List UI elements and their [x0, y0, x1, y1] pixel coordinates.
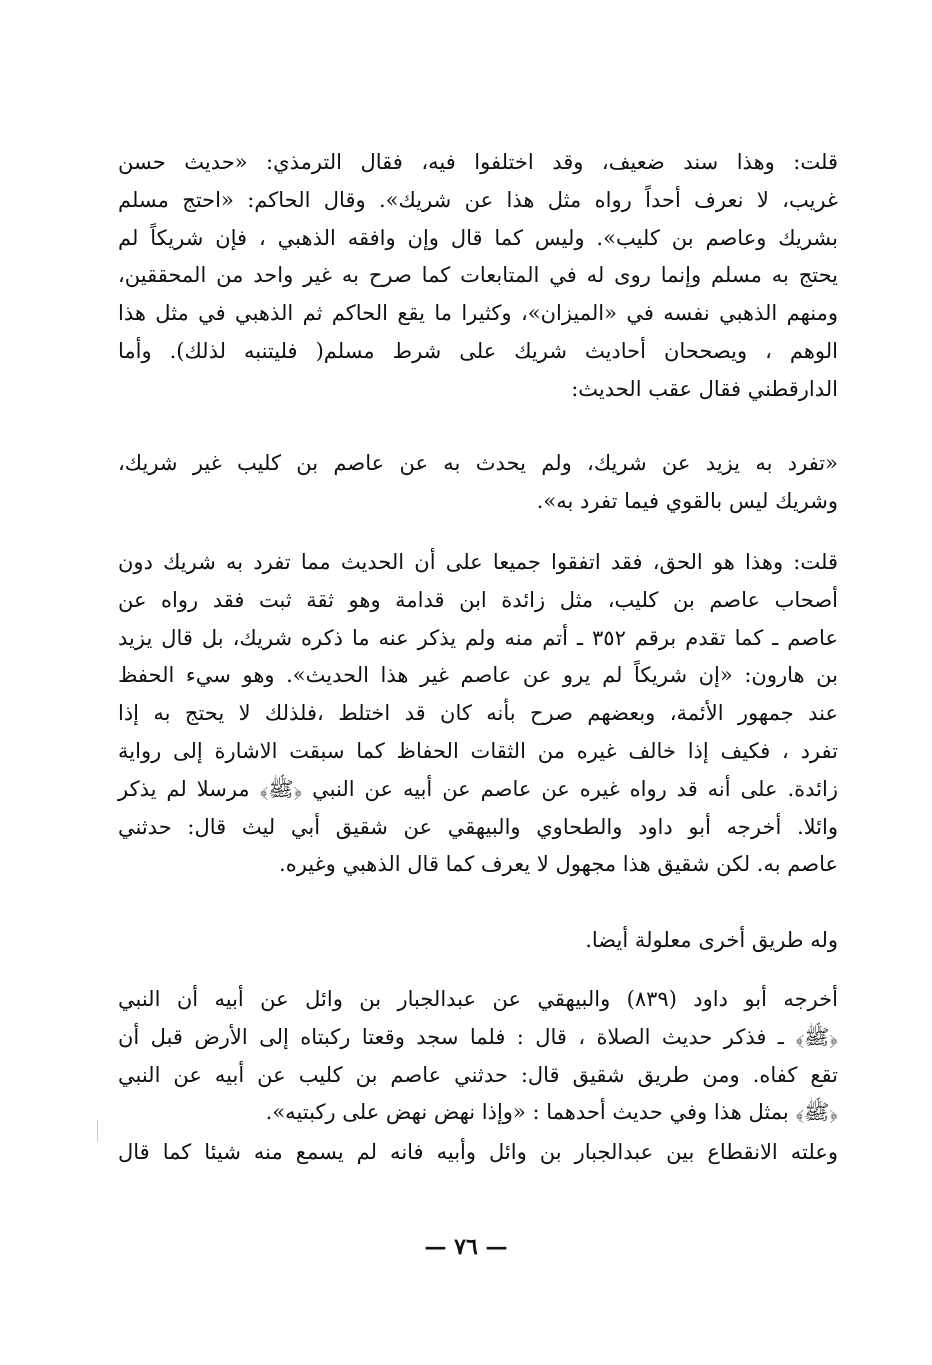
text-line: أصحاب عاصم بن كليب، مثل زائدة ابن قدامة وهو ثقة ثبت فقد رواه عن	[118, 587, 838, 612]
text-line: بشريك وعاصم بن كليب». وليس كما قال وإن وافقه الذهبي ، فإن شريكاً لم	[118, 225, 838, 250]
paragraph-5	[118, 981, 838, 1132]
text-line: تفرد ، فكيف إذا خالف غيره من الثقات الحفاظ كما سبقت الاشارة إلى رواية	[118, 738, 838, 763]
text-line: ﴿ﷺ﴾ بمثل هذا وفي حديث أحدهما : «وإذا نهض نهض على ركبتيه».	[265, 1100, 838, 1125]
text-line: وشريك ليس بالقوي فيما تفرد به».	[536, 488, 838, 513]
text-line: الوهم ، ويصححان أحاديث شريك على شرط مسلم( فليتنبه لذلك). وأما	[118, 338, 838, 363]
text-line: بن هارون: «إن شريكاً لم يرو عن عاصم غير هذا الحديث». وهو سيء الحفظ	[118, 663, 838, 688]
text-line: عاصم به. لكن شقيق هذا مجهول لا يعرف كما قال الذهبي وغيره.	[279, 852, 838, 877]
text-line: يحتج به مسلم وإنما روى له في المتابعات كما صرح به غير واحد من المحققين،	[118, 263, 838, 288]
paragraph-1	[118, 144, 838, 409]
paragraph-3	[118, 544, 838, 884]
text-line: غريب، لا نعرف أحداً رواه مثل هذا عن شريك». وقال الحاكم: «احتج مسلم	[118, 187, 838, 212]
page-number: — ٧٦ —	[424, 1234, 508, 1260]
paragraph-4	[118, 922, 838, 960]
text-line: ومنهم الذهبي نفسه في «الميزان»، وكثيرا ما يقع الحاكم ثم الذهبي في مثل هذا	[118, 301, 838, 326]
text-line: الدارقطني فقال عقب الحديث:	[571, 376, 838, 401]
margin-mark	[97, 1120, 98, 1142]
text-line: عند جمهور الأئمة، وبعضهم صرح بأنه كان قد اختلط ،فلذلك لا يحتج به إذا	[118, 701, 838, 726]
text-line: وائلا. أخرجه أبو داود والطحاوي والبيهقي عن شقيق أبي ليث قال: حدثني	[118, 814, 838, 839]
text-line: أخرجه أبو داود (٨٣٩) والبيهقي عن عبدالجبار بن وائل عن أبيه أن النبي	[118, 987, 838, 1011]
text-line: وله طريق أخرى معلولة أيضا.	[585, 928, 838, 952]
paragraph-2-quote	[118, 445, 838, 521]
text-line: وعلته الانقطاع بين عبدالجبار بن وائل وأبيه فانه لم يسمع منه شيئا كما قال	[118, 1140, 838, 1164]
text-line: ﴿ﷺ﴾ ـ فذكر حديث الصلاة ، قال : فلما سجد وقعتا ركبتاه إلى الأرض قبل أن	[118, 1024, 838, 1049]
text-line: تقع كفاه. ومن طريق شقيق قال: حدثني عاصم بن كليب عن أبيه عن النبي	[118, 1062, 839, 1087]
text-line: عاصم ـ كما تقدم برقم ٣٥٢ ـ أتم منه ولم يذكر عنه ما ذكره شريك، بل قال يزيد	[118, 625, 838, 650]
paragraph-6	[118, 1134, 838, 1172]
text-line: قلت: وهذا سند ضعيف، وقد اختلفوا فيه، فقال الترمذي: «حديث حسن	[118, 150, 838, 174]
text-line: «تفرد به يزيد عن شريك، ولم يحدث به عن عاصم بن كليب غير شريك،	[118, 451, 838, 475]
text-line: قلت: وهذا هو الحق، فقد اتفقوا جميعا على أن الحديث مما تفرد به شريك دون	[118, 550, 838, 574]
text-line: زائدة. على أنه قد رواه غيره عن عاصم عن أبيه عن النبي ﴿ﷺ﴾ مرسلا لم يذكر	[118, 776, 838, 801]
